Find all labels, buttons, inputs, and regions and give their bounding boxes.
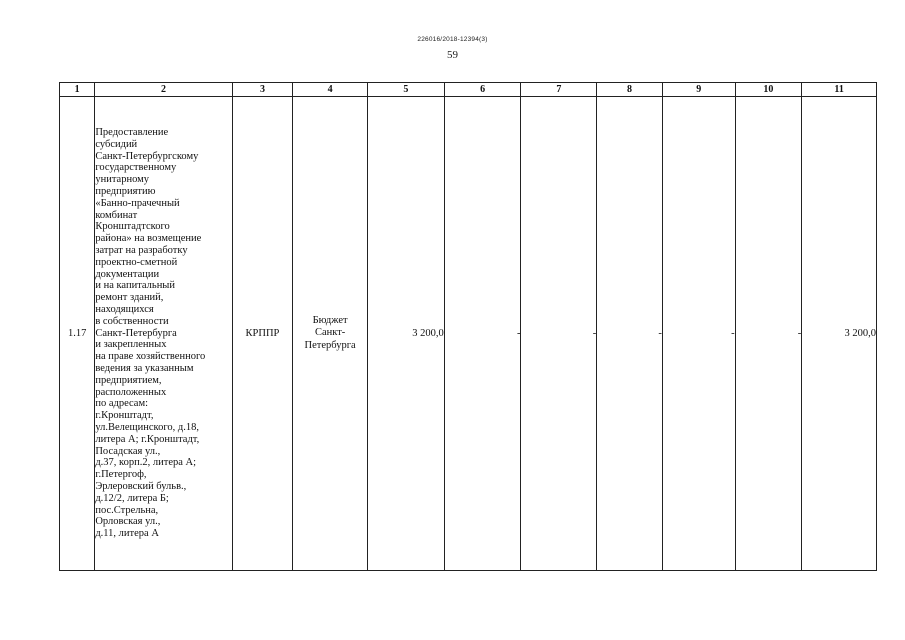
description-line: затрат на разработку	[95, 245, 188, 257]
description-line: «Банно-прачечный	[95, 197, 180, 209]
amount-cell-col9: -	[662, 97, 735, 571]
description-line: Орловская ул.,	[95, 516, 161, 528]
description-line: Санкт-Петербургскому	[95, 150, 199, 162]
description-line: ведения за указанным	[95, 362, 194, 374]
column-header-4: 4	[293, 83, 368, 97]
funding-source-line: Петербурга	[304, 339, 356, 351]
budget-table	[59, 82, 877, 571]
description-line: субсидий	[95, 138, 138, 150]
description-line: Эрлеровский бульв.,	[95, 480, 187, 492]
description-line: района» на возмещение	[95, 233, 202, 245]
amount-cell-col7: -	[521, 97, 597, 571]
amount-cell-col5: 3 200,0	[367, 97, 444, 571]
description-line: г.Петергоф,	[95, 469, 147, 481]
description-line: д.12/2, литера Б;	[95, 492, 169, 504]
description-line: пос.Стрельна,	[95, 504, 159, 516]
description-line: находящихся	[95, 304, 154, 315]
document-registration-number: 226016/2018-12394(3)	[417, 36, 488, 43]
description-line: Предоставление	[95, 127, 169, 139]
amount-cell-col10: -	[735, 97, 802, 571]
description-line: унитарному	[95, 174, 150, 186]
column-header-3: 3	[232, 83, 293, 97]
page-number: 59	[447, 49, 458, 61]
description-line: предприятием,	[95, 374, 162, 386]
description-line: ул.Велещинского, д.18,	[95, 421, 200, 433]
funding-source-cell	[293, 97, 368, 571]
column-header-1: 1	[60, 83, 95, 97]
column-header-8: 8	[597, 83, 663, 97]
description-line: на праве хозяйственного	[95, 351, 206, 363]
description-line: по адресам:	[95, 398, 149, 410]
description-line: литера А; г.Кронштадт,	[95, 433, 200, 445]
description-line: и на капитальный	[95, 280, 175, 292]
description-line: предприятию	[95, 186, 156, 198]
description-line: Кронштадтского	[95, 221, 170, 233]
column-header-11: 11	[802, 83, 877, 97]
description-line: Санкт-Петербурга	[95, 327, 177, 339]
funding-source-line: Санкт-	[314, 327, 346, 339]
column-number-row	[60, 83, 877, 97]
amount-cell-col8: -	[597, 97, 663, 571]
description-line: документации	[95, 268, 160, 280]
total-amount-cell: 3 200,0	[802, 97, 877, 571]
column-header-5: 5	[367, 83, 444, 97]
description-line: д.37, корп.2, литера А;	[95, 457, 197, 469]
description-line: комбинат	[95, 209, 138, 221]
column-header-2: 2	[95, 83, 232, 97]
description-line: г.Кронштадт,	[95, 410, 154, 422]
description-line: ремонт зданий,	[95, 292, 164, 304]
column-header-9: 9	[662, 83, 735, 97]
table-row	[60, 97, 877, 571]
description-line: д.11, литера А	[95, 528, 159, 540]
description-line: расположенных	[95, 386, 167, 398]
column-header-10: 10	[735, 83, 802, 97]
description-line: Посадская ул.,	[95, 445, 161, 457]
description-line: государственному	[95, 162, 177, 174]
description-line: проектно-сметной	[95, 256, 178, 268]
funding-source-line: Бюджет	[312, 314, 348, 326]
column-header-7: 7	[521, 83, 597, 97]
description-cell	[95, 97, 232, 571]
executor-cell: КРППР	[232, 97, 293, 571]
amount-cell-col6: -	[444, 97, 521, 571]
row-number-cell: 1.17	[60, 97, 95, 571]
column-header-6: 6	[444, 83, 521, 97]
description-line: в собственности	[95, 315, 169, 327]
description-line: и закрепленных	[95, 339, 167, 351]
